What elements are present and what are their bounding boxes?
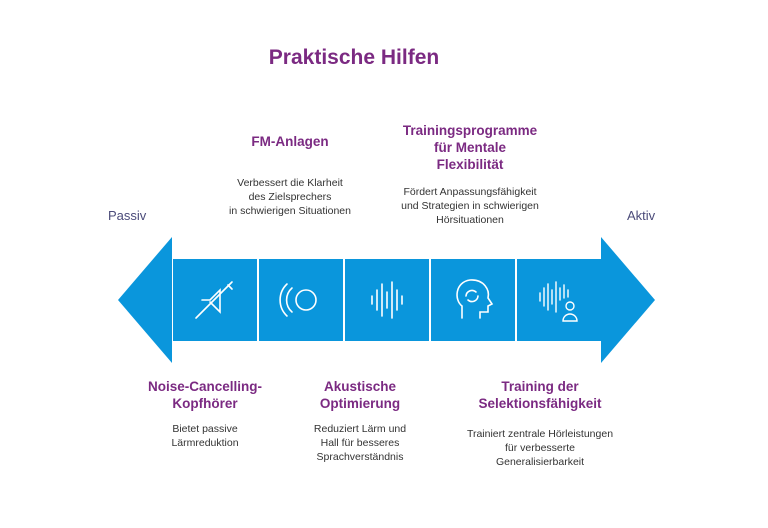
akustische-optimierung-title: Akustische Optimierung: [319, 379, 401, 411]
fm-anlagen-desc: Verbessert die Klarheit des Zielsprechers in schwierigen Situationen: [229, 177, 351, 217]
selektion-training-title: Training der Selektionsfähigkeit: [478, 379, 602, 411]
segment-5: [517, 259, 601, 341]
noise-cancelling-desc: Bietet passive Lärmreduktion: [171, 423, 239, 449]
selektion-training-desc: Trainiert zentrale Hörleistungen für verbesserte Generalisierbarkeit: [466, 428, 614, 468]
fm-anlagen-title: FM-Anlagen: [251, 134, 329, 149]
page-title: Praktische Hilfen: [268, 46, 440, 69]
akustische-optimierung-desc: Reduziert Lärm und Hall für besseres Sprachverständnis: [313, 423, 407, 463]
segment-4: [431, 259, 515, 341]
training-mental-desc: Fördert Anpassungsfähigkeit und Strategien in schwierigen Hörsituationen: [401, 186, 539, 226]
label-passive: Passiv: [108, 208, 147, 223]
segment-2: [259, 259, 343, 341]
noise-cancelling-title: Noise-Cancelling- Kopfhörer: [147, 379, 263, 411]
training-mental-title: Trainingsprogramme für Mentale Flexibilität: [402, 123, 538, 172]
left-arrowhead: [118, 237, 172, 363]
right-arrowhead: [601, 237, 655, 363]
label-active: Aktiv: [627, 208, 656, 223]
